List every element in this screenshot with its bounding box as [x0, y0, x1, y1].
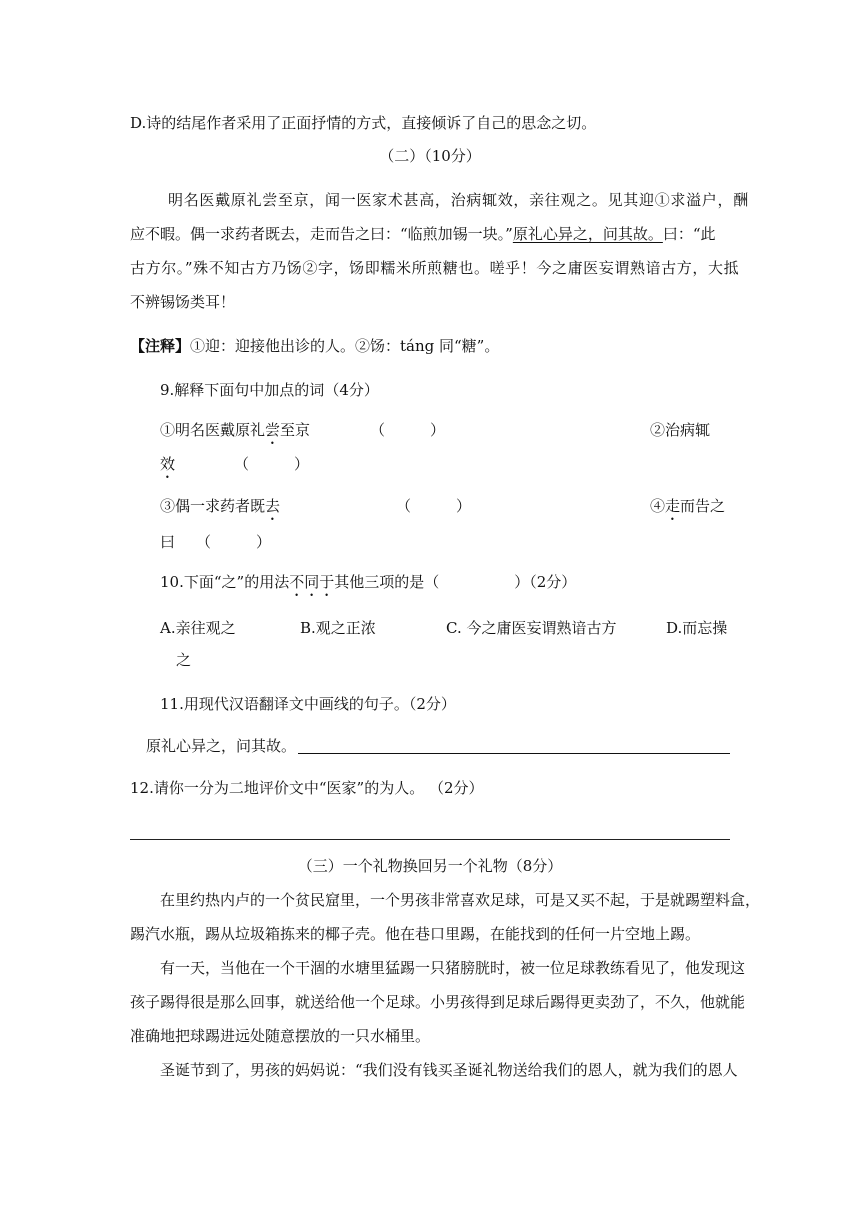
story-line: 在里约热内卢的一个贫民窟里，一个男孩非常喜欢足球，可是又买不起，于是就踢塑料盒，: [160, 891, 761, 909]
story-line: 孩子踢得很是那么回事，就送给他一个足球。小男孩得到足球后踢得更卖劲了，不久，他就能: [130, 993, 746, 1011]
passage-line-3: 古方尔。”殊不知古方乃饧②字，饧即糯米所煎糖也。嗟乎！今之庸医妄谓熟谙古方，大抵: [130, 259, 740, 277]
section3-title: （三）一个礼物换回另一个礼物（8分）: [297, 857, 563, 875]
q9-stem: 9.解释下面句中加点的词（4分）: [160, 381, 379, 399]
item-text: 至京: [280, 421, 311, 439]
q10-option-d-cont: 之: [176, 651, 192, 669]
dotted-word: 不同于: [289, 573, 335, 591]
q9-item-4: [650, 496, 725, 524]
dotted-word: 去: [265, 497, 281, 515]
dotted-word: 走: [665, 497, 681, 515]
q9-item-3: [160, 496, 280, 524]
q12-stem: 12.请你一分为二地评价文中“医家”的为人。 （2分）: [130, 779, 484, 797]
underlined-sentence: 原礼心异之，问其故。: [512, 225, 663, 243]
story-line: 有一天，当他在一个干涸的水塘里猛踢一只猪膀胱时，被一位足球教练看见了，他发现这: [160, 959, 746, 977]
passage-text: 曰：“此: [662, 225, 716, 243]
note-text: ①迎：迎接他出诊的人。②饧：táng 同“糖”。: [190, 337, 500, 355]
q9-item-2-cont: [160, 454, 175, 482]
q11-sentence: 原礼心异之，问其故。: [146, 737, 297, 755]
q9-item-1: [160, 420, 310, 448]
stem-text: 10.下面“之”的用法: [160, 573, 290, 591]
q9-answer-paren-2: （ ）: [234, 455, 310, 473]
q12-answer-line[interactable]: [130, 839, 730, 840]
q9-answer-paren-3: （ ）: [396, 497, 472, 515]
item-text: ④: [650, 497, 666, 515]
passage-line-2: [130, 224, 716, 244]
q9-item-2: ②治病辄: [650, 421, 711, 439]
annotation-note: [130, 336, 499, 356]
passage-text: 应不暇。偶一求药者既去，走而告之曰：“临煎加锡一块。”: [130, 225, 513, 243]
q9-answer-paren-4: （ ）: [196, 533, 272, 551]
q10-stem: [160, 572, 576, 600]
q10-option-a: A.亲往观之: [160, 619, 236, 637]
q10-option-d: D.而忘操: [666, 619, 728, 637]
q11-stem: 11.用现代汉语翻译文中画线的句子。（2分）: [160, 695, 456, 713]
item-text: ①明名医戴原礼: [160, 421, 266, 439]
q9-answer-paren-1: （ ）: [370, 421, 446, 439]
q10-option-c: C. 今之庸医妄谓熟谙古方: [446, 619, 617, 637]
item-text: 而告之: [680, 497, 726, 515]
note-label: 【注释】: [130, 337, 191, 355]
option-d: D.诗的结尾作者采用了正面抒情的方式，直接倾诉了自己的思念之切。: [130, 114, 597, 132]
story-line: 准确地把球踢进远处随意摆放的一只水桶里。: [130, 1027, 431, 1045]
passage-line-4: 不辨锡饧类耳！: [130, 293, 236, 311]
q11-answer-line[interactable]: [298, 753, 730, 754]
item-text: ③偶一求药者既: [160, 497, 266, 515]
passage-line-1: 明名医戴原礼尝至京，闻一医家术甚高，治病辄效，亲往观之。见其迎①求溢户，酬: [168, 191, 749, 209]
story-line: 踢汽水瓶，踢从垃圾箱拣来的椰子壳。他在巷口里踢，在能找到的任何一片空地上踢。: [130, 925, 701, 943]
dotted-word: 尝: [265, 421, 281, 439]
stem-text: 其他三项的是（ ）（2分）: [334, 573, 577, 591]
section2-title: （二）（10分）: [379, 147, 481, 165]
q10-option-b: B.观之正浓: [300, 619, 376, 637]
q9-item-4-cont: 曰: [160, 533, 176, 551]
story-line: 圣诞节到了，男孩的妈妈说：“我们没有钱买圣诞礼物送给我们的恩人，就为我们的恩人: [160, 1061, 738, 1079]
dotted-word: 效: [160, 455, 176, 473]
